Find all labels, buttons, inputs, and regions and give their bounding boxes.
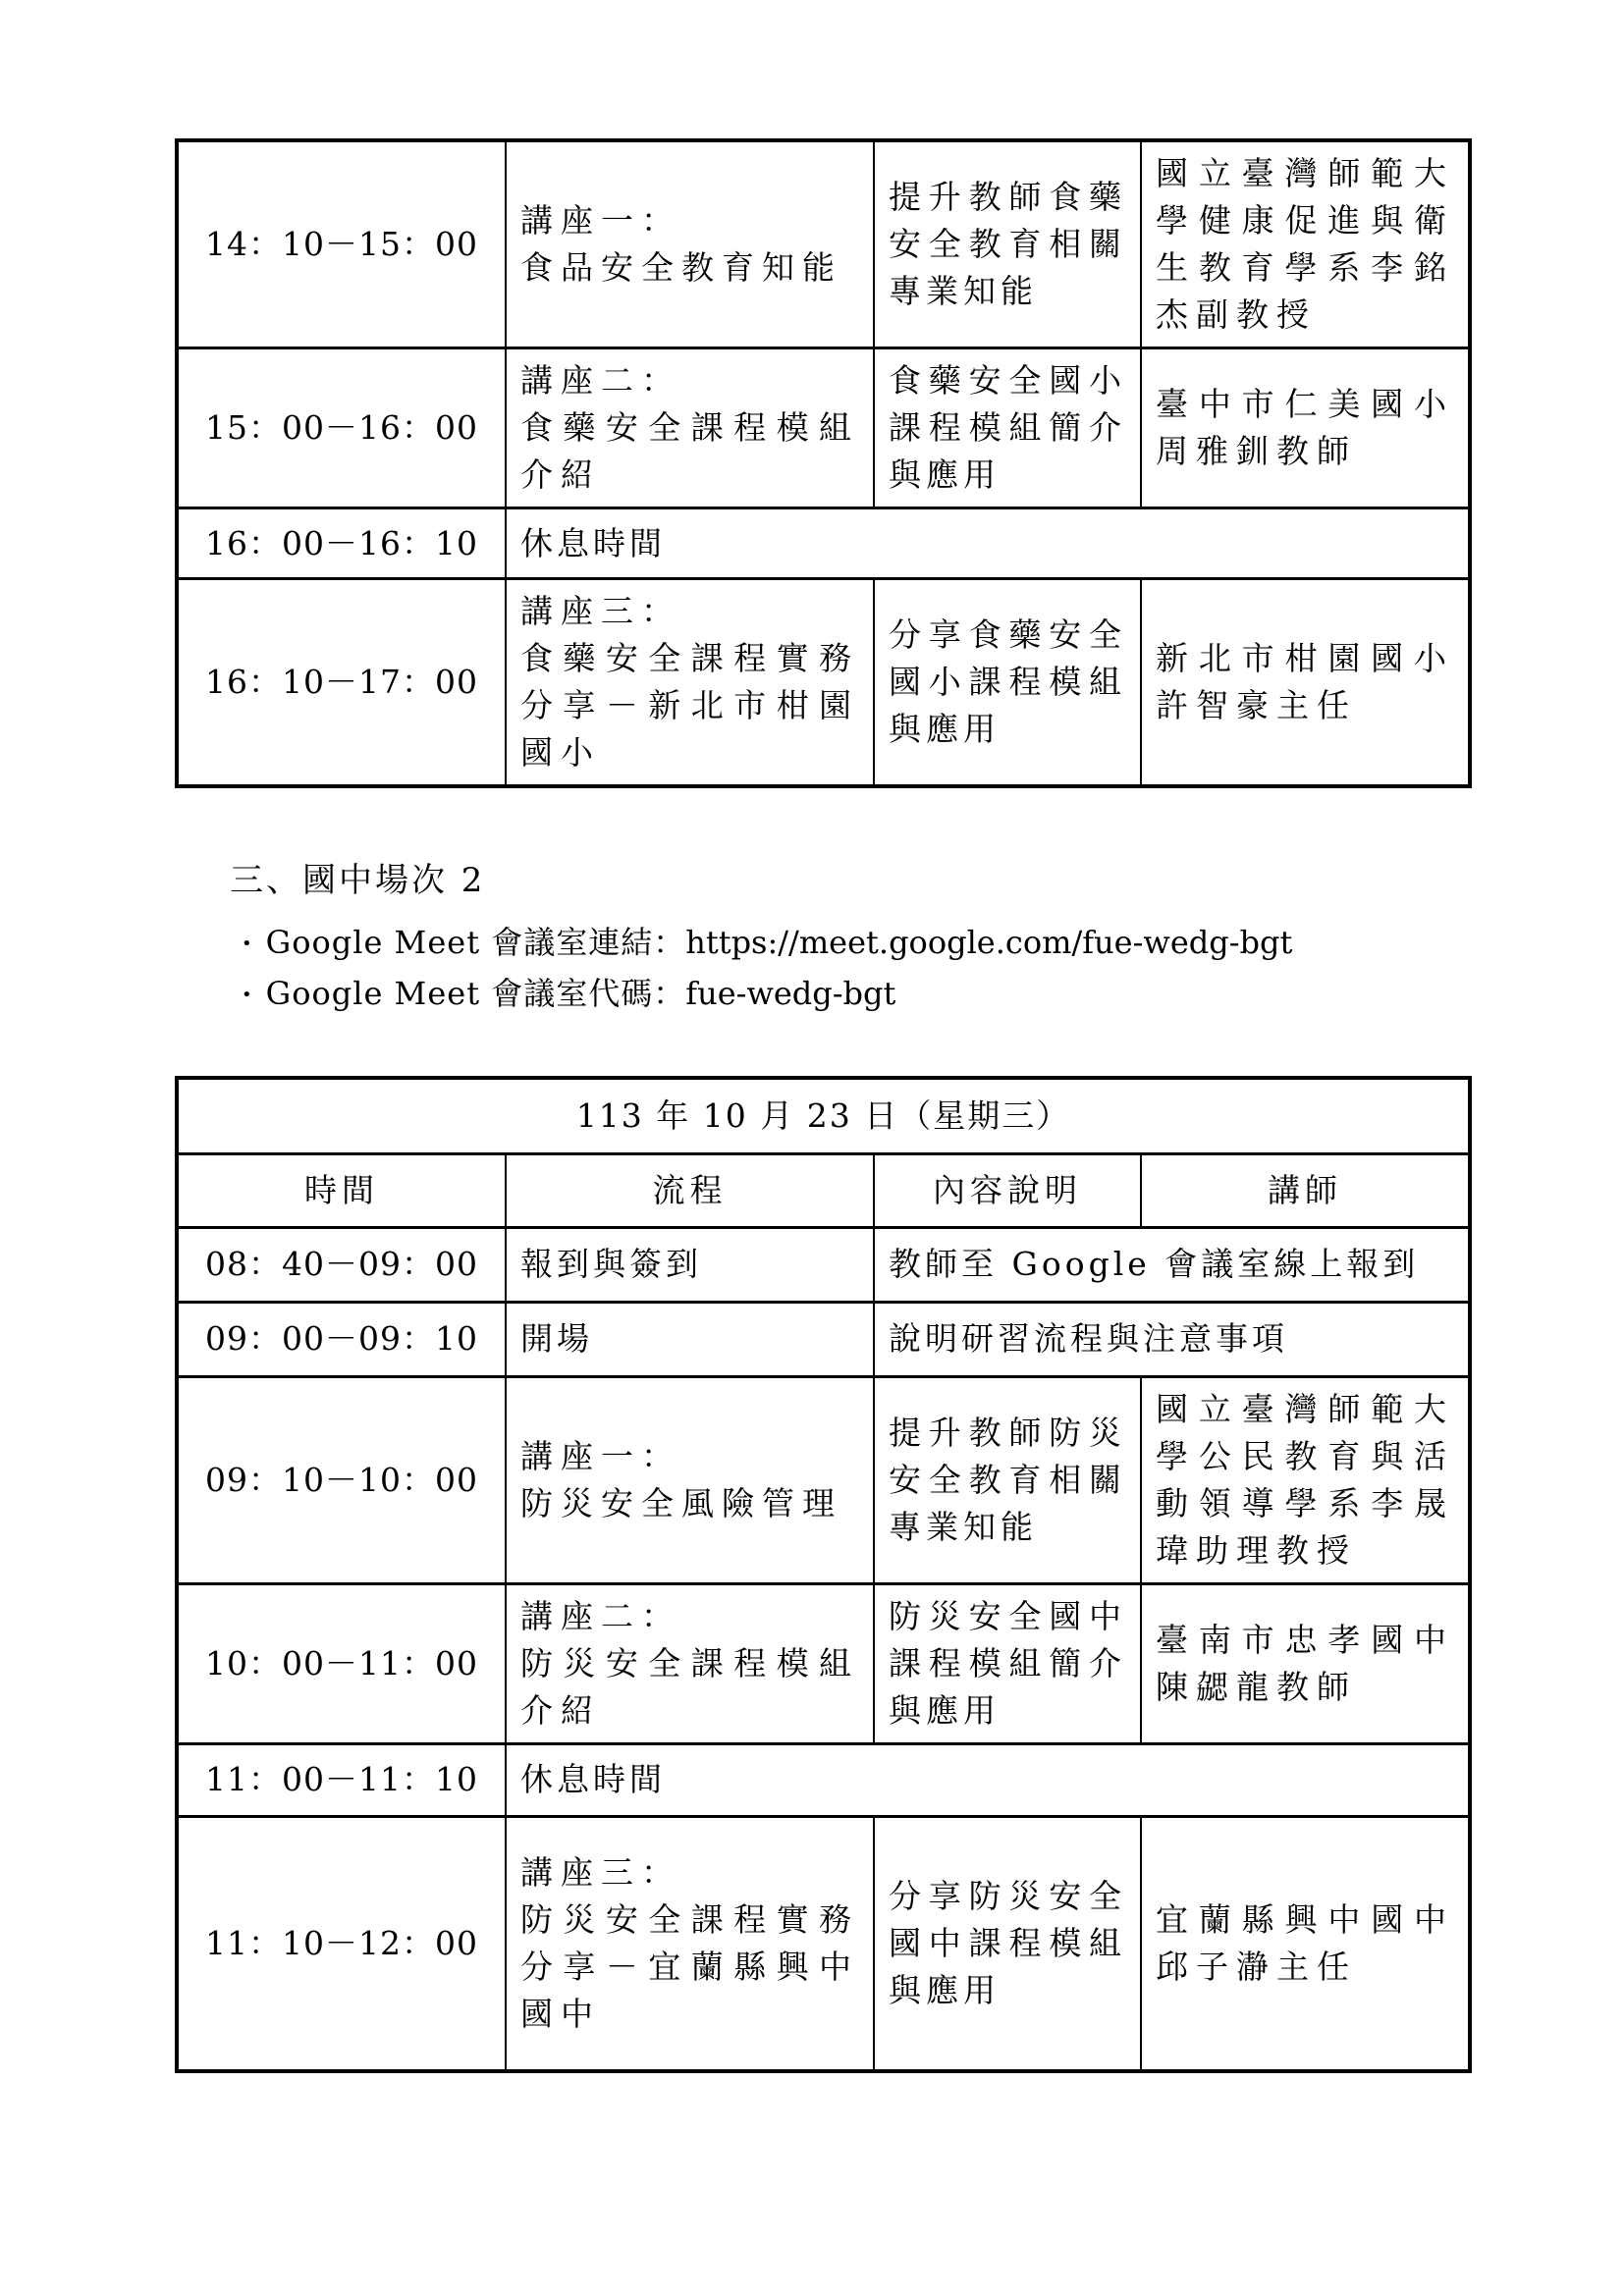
time-cell: 09：10－10：00 (177, 1376, 506, 1583)
break-cell: 休息時間 (506, 508, 1470, 579)
table-date-header-row (177, 1078, 1470, 1153)
google-meet-code-label: Google Meet 會議室代碼： (265, 975, 686, 1012)
time-cell: 09：00－09：10 (177, 1302, 506, 1376)
lecture-title: 講座一： (520, 201, 681, 240)
agenda-cell (506, 1583, 874, 1743)
google-meet-code-line (242, 969, 1468, 1020)
time-cell: 14：10－15：00 (177, 140, 506, 348)
agenda-cell (506, 1376, 874, 1583)
time-cell: 10：00－11：00 (177, 1583, 506, 1743)
table-row (177, 1816, 1470, 2071)
content-cell: 教師至 Google 會議室線上報到 (874, 1227, 1470, 1302)
content-cell: 提升教師防災安全教育相關專業知能 (874, 1376, 1141, 1583)
table-elementary-session-schedule (175, 138, 1472, 788)
column-header-process: 流程 (506, 1153, 874, 1227)
lecture-topic: 防災安全課程實務分享－宜蘭縣興中國中 (520, 1899, 859, 2033)
google-meet-link-label: Google Meet 會議室連結： (265, 924, 686, 961)
speaker-cell: 宜蘭縣興中國中邱子瀞主任 (1141, 1816, 1470, 2071)
agenda-cell: 報到與簽到 (506, 1227, 874, 1302)
time-cell: 15：00－16：00 (177, 348, 506, 508)
time-cell: 08：40－09：00 (177, 1227, 506, 1302)
table-junior-high-session-2-schedule (175, 1076, 1472, 2073)
lecture-title: 講座一： (520, 1436, 681, 1475)
table-row (177, 348, 1470, 508)
content-cell: 說明研習流程與注意事項 (874, 1302, 1470, 1376)
agenda-cell (506, 348, 874, 508)
content-cell: 分享防災安全國中課程模組與應用 (874, 1816, 1141, 2071)
column-header-lecturer: 講師 (1141, 1153, 1470, 1227)
table-row (177, 579, 1470, 787)
table-column-header-row (177, 1153, 1470, 1227)
time-cell: 11：00－11：10 (177, 1743, 506, 1816)
column-header-description: 內容說明 (874, 1153, 1141, 1227)
table-row (177, 1376, 1470, 1583)
lecture-title: 講座二： (520, 361, 681, 400)
break-cell: 休息時間 (506, 1743, 1470, 1816)
time-cell: 16：00－16：10 (177, 508, 506, 579)
content-cell: 食藥安全國小課程模組簡介與應用 (874, 348, 1141, 508)
column-header-time: 時間 (177, 1153, 506, 1227)
agenda-cell (506, 1816, 874, 2071)
table-row (177, 1227, 1470, 1302)
table-row (177, 1302, 1470, 1376)
speaker-cell: 國立臺灣師範大學公民教育與活動領導學系李晟瑋助理教授 (1141, 1376, 1470, 1583)
time-cell: 11：10－12：00 (177, 1816, 506, 2071)
table-row (177, 1583, 1470, 1743)
table-row-break (177, 1743, 1470, 1816)
google-meet-link-url[interactable]: https://meet.google.com/fue-wedg-bgt (685, 924, 1293, 961)
table-row (177, 140, 1470, 348)
speaker-cell: 臺南市忠孝國中陳勰龍教師 (1141, 1583, 1470, 1743)
content-cell: 防災安全國中課程模組簡介與應用 (874, 1583, 1141, 1743)
google-meet-code-value: fue-wedg-bgt (685, 975, 896, 1012)
lecture-title: 講座三： (520, 1852, 681, 1892)
lecture-topic: 防災安全課程模組介紹 (520, 1643, 859, 1730)
page-content (175, 138, 1468, 2073)
time-cell: 16：10－17：00 (177, 579, 506, 787)
google-meet-link-line (242, 918, 1468, 969)
content-cell: 提升教師食藥安全教育相關專業知能 (874, 140, 1141, 348)
bullet-icon: • (242, 985, 252, 1005)
lecture-topic: 食藥安全課程模組介紹 (520, 408, 859, 494)
bullet-icon: • (242, 934, 252, 954)
table-row-break (177, 508, 1470, 579)
lecture-title: 講座三： (520, 592, 681, 630)
lecture-topic: 食品安全教育知能 (520, 248, 842, 287)
lecture-title: 講座二： (520, 1596, 681, 1635)
lecture-topic: 食藥安全課程實務分享－新北市柑園國小 (520, 639, 859, 772)
speaker-cell: 新北市柑園國小許智豪主任 (1141, 579, 1470, 787)
content-cell: 分享食藥安全國小課程模組與應用 (874, 579, 1141, 787)
agenda-cell: 開場 (506, 1302, 874, 1376)
agenda-cell (506, 579, 874, 787)
section-heading: 三、國中場次 2 (230, 861, 486, 900)
speaker-cell: 國立臺灣師範大學健康促進與衛生教育學系李銘杰副教授 (1141, 140, 1470, 348)
speaker-cell: 臺中市仁美國小周雅釧教師 (1141, 348, 1470, 508)
google-meet-info (175, 918, 1468, 1020)
agenda-cell (506, 140, 874, 348)
date-header-cell: 113 年 10 月 23 日（星期三） (177, 1078, 1470, 1153)
lecture-topic: 防災安全風險管理 (520, 1483, 842, 1522)
